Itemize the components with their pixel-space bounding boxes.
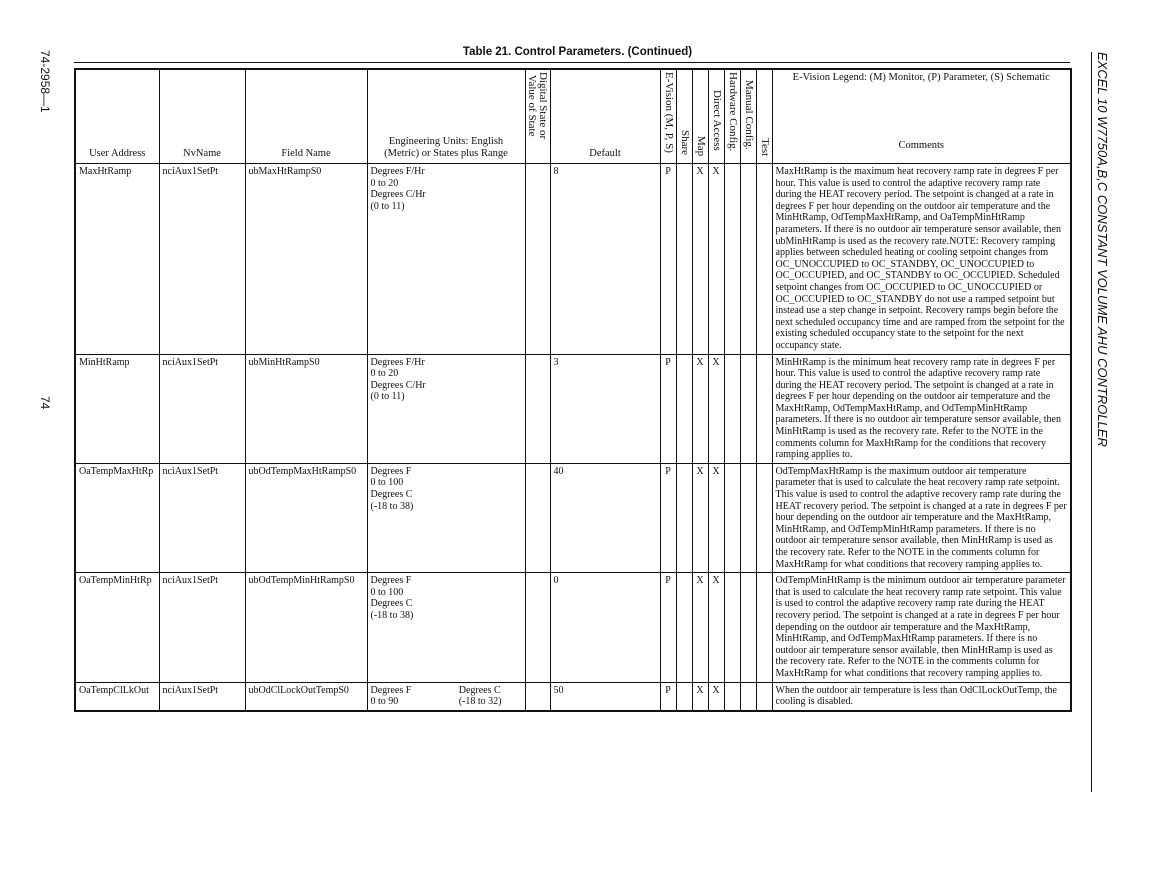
- table-row: [75, 573, 1071, 682]
- header-engineering-units: [367, 69, 525, 164]
- cell-test: [756, 463, 772, 572]
- cell-field-name: ubOdClLockOutTempS0: [245, 682, 367, 711]
- header-manual-config-text: Manual Config.: [742, 80, 755, 150]
- cell-evision: P: [660, 682, 676, 711]
- header-default: Default: [550, 69, 660, 164]
- header-digital-state-line2: Value of State: [525, 74, 538, 137]
- page-number: 74: [38, 396, 52, 410]
- header-evision: [660, 69, 676, 164]
- side-rule: [1091, 52, 1092, 792]
- cell-manual-config: [740, 164, 756, 355]
- cell-field-name: ubOdTempMaxHtRampS0: [245, 463, 367, 572]
- cell-manual-config: [740, 573, 756, 682]
- cell-units: [367, 354, 525, 463]
- cell-manual-config: [740, 682, 756, 711]
- cell-digital-state: [525, 573, 550, 682]
- cell-nvname: nciAux1SetPt: [159, 164, 245, 355]
- cell-units: [367, 573, 525, 682]
- header-share: [676, 69, 692, 164]
- cell-direct-access: X: [708, 164, 724, 355]
- cell-nvname: nciAux1SetPt: [159, 573, 245, 682]
- header-row: [75, 69, 1071, 164]
- units-line: Degrees C: [370, 598, 413, 610]
- cell-user-address: MinHtRamp: [75, 354, 159, 463]
- table-title: Table 21. Control Parameters. (Continued): [462, 46, 693, 58]
- cell-map: X: [692, 354, 708, 463]
- header-nvname: NvName: [159, 69, 245, 164]
- units-line: (0 to 11): [370, 200, 405, 212]
- cell-comments: When the outdoor air temperature is less than OdClLockOutTemp, the cooling is disabled.: [772, 682, 1071, 711]
- units-line: (-18 to 32): [458, 696, 502, 708]
- units-line: 0 to 90: [370, 696, 399, 708]
- cell-share: [676, 354, 692, 463]
- cell-default: 3: [550, 354, 660, 463]
- cell-map: X: [692, 573, 708, 682]
- cell-units: [367, 463, 525, 572]
- cell-map: X: [692, 164, 708, 355]
- cell-field-name: ubMinHtRampS0: [245, 354, 367, 463]
- units-line: 0 to 100: [370, 477, 404, 489]
- cell-share: [676, 573, 692, 682]
- cell-comments: OdTempMinHtRamp is the minimum outdoor air temperature parameter that is used to calculate the heat recovery ramp rate setpoint. This value is used to control the adaptive recovery ramp rate during the HEAT recovery period. The setpoint is changed at a rate in degrees F per hour depending on the outdoor air temperature and the MaxHtRamp, MinHtRamp, and OdTempMaxHtRamp parameters. If there is no outdoor air temperature sensor available, then MinHtRamp is used as the recovery rate. Refer to the NOTE in the comments column for MaxHtRamp for what conditions that recovery ramping applies to.: [772, 573, 1071, 682]
- cell-hardware-config: [724, 682, 740, 711]
- units-line: 0 to 20: [370, 368, 399, 380]
- cell-user-address: MaxHtRamp: [75, 164, 159, 355]
- header-user-address: User Address: [75, 69, 159, 164]
- units-line: (0 to 11): [370, 391, 405, 403]
- cell-evision: P: [660, 354, 676, 463]
- units-line: Degrees C/Hr: [370, 189, 426, 201]
- cell-digital-state: [525, 682, 550, 711]
- cell-evision: P: [660, 164, 676, 355]
- cell-default: 40: [550, 463, 660, 572]
- table-row: [75, 682, 1071, 711]
- cell-comments: MinHtRamp is the minimum heat recovery ramp rate in degrees F per hour. This value is used to control the adaptive recovery ramp rate during the HEAT recovery period. The setpoint is changed at a rate in degrees F per hour depending on the outdoor air temperature and the MaxHtRamp, OdTempMaxHtRamp, and OdTempMinHtRamp parameters. If there is no outdoor air temperature sensor available, then MinHtRamp is used as the recovery rate. Refer to the NOTE in the comments column for MaxHtRamp for the conditions that recovery ramping applies to.: [772, 354, 1071, 463]
- table-row: [75, 354, 1071, 463]
- cell-default: 8: [550, 164, 660, 355]
- cell-test: [756, 164, 772, 355]
- cell-user-address: OaTempClLkOut: [75, 682, 159, 711]
- document-number: 74-2958—1: [38, 50, 52, 113]
- cell-hardware-config: [724, 164, 740, 355]
- cell-test: [756, 354, 772, 463]
- cell-nvname: nciAux1SetPt: [159, 463, 245, 572]
- header-manual-config: [740, 69, 756, 164]
- units-line: (-18 to 38): [370, 609, 414, 621]
- units-line: (-18 to 38): [370, 500, 414, 512]
- cell-evision: P: [660, 573, 676, 682]
- header-direct-access: [708, 69, 724, 164]
- cell-default: 0: [550, 573, 660, 682]
- cell-units: [367, 682, 525, 711]
- header-hardware-config: [724, 69, 740, 164]
- evision-legend: E-Vision Legend: (M) Monitor, (P) Parameter, (S) Schematic: [792, 72, 1050, 83]
- cell-units: [367, 164, 525, 355]
- units-line: Degrees C: [458, 684, 501, 696]
- cell-manual-config: [740, 354, 756, 463]
- header-map-text: Map: [694, 136, 707, 157]
- units-line: Degrees F: [370, 465, 412, 477]
- units-line: Degrees F/Hr: [370, 166, 425, 177]
- cell-direct-access: X: [708, 463, 724, 572]
- running-title: EXCEL 10 W7750A,B,C CONSTANT VOLUME AHU CONTROLLER: [1095, 52, 1110, 447]
- cell-map: X: [692, 463, 708, 572]
- units-line: Degrees C/Hr: [370, 379, 426, 391]
- header-digital-state-line1: Digital State or: [536, 72, 549, 140]
- header-digital-state: [525, 69, 550, 164]
- header-share-text: Share: [678, 130, 691, 156]
- cell-test: [756, 573, 772, 682]
- cell-user-address: OaTempMinHtRp: [75, 573, 159, 682]
- cell-digital-state: [525, 463, 550, 572]
- table-row: [75, 463, 1071, 572]
- units-line: 0 to 20: [370, 177, 399, 189]
- header-test: [756, 69, 772, 164]
- cell-field-name: ubMaxHtRampS0: [245, 164, 367, 355]
- cell-nvname: nciAux1SetPt: [159, 682, 245, 711]
- header-eng-units-line1: Engineering Units: English: [388, 136, 504, 147]
- title-rule: [74, 62, 1070, 63]
- cell-share: [676, 164, 692, 355]
- cell-direct-access: X: [708, 682, 724, 711]
- header-eng-units-line2: (Metric) or States plus Range: [384, 148, 508, 159]
- cell-comments: OdTempMaxHtRamp is the maximum outdoor air temperature parameter that is used to calculate the heat recovery ramp rate setpoint. This value is used to control the adaptive recovery ramp rate during the HEAT recovery period. The setpoint is changed at a rate in degrees F per hour depending on the outdoor air temperature and the MaxHtRamp, MinHtRamp, and OdTempMinHtRamp parameters. If there is no outdoor air temperature sensor available, then MinHtRamp is used as the recovery rate. Refer to the NOTE in the comments column for MaxHtRamp for what conditions that recovery ramping applies to.: [772, 463, 1071, 572]
- header-map: [692, 69, 708, 164]
- header-evision-text: E-Vision (M, P, S): [662, 72, 675, 153]
- cell-share: [676, 682, 692, 711]
- cell-nvname: nciAux1SetPt: [159, 354, 245, 463]
- cell-direct-access: X: [708, 354, 724, 463]
- cell-user-address: OaTempMaxHtRp: [75, 463, 159, 572]
- header-comments-label: Comments: [898, 140, 944, 151]
- cell-hardware-config: [724, 573, 740, 682]
- units-line: Degrees F/Hr: [370, 356, 425, 368]
- units-line: Degrees F: [370, 575, 412, 587]
- cell-digital-state: [525, 164, 550, 355]
- header-comments: [772, 69, 1071, 164]
- cell-hardware-config: [724, 354, 740, 463]
- table-row: [75, 164, 1071, 355]
- header-field-name: Field Name: [245, 69, 367, 164]
- header-hardware-config-text: Hardware Config.: [726, 72, 739, 152]
- cell-hardware-config: [724, 463, 740, 572]
- cell-map: X: [692, 682, 708, 711]
- header-test-text: Test: [758, 138, 771, 157]
- cell-comments: MaxHtRamp is the maximum heat recovery ramp rate in degrees F per hour. This value is used to control the adaptive recovery ramp rate during the HEAT recovery period. The setpoint is changed at a rate in degrees F per hour depending on the outdoor air temperature and the MinHtRamp, OdTempMaxHtRamp, and OaTempMinHtRamp parameters. If there is no outdoor air temperature sensor available, then ubMinHtRamp is used as the recovery rate.NOTE: Recovery ramping applies between scheduled heating or cooling setpoint changes from OC_UNOCCUPIED to OC_STANDBY, OC_UNOCCUPIED to OC_OCCUPIED, and OC_STANDBY to OC_OCCUPIED. Scheduled setpoint changes from OC_OCCUPIED to OC_UNOCCUPIED or OC_OCCUPIED to OC_STANDBY do not use a ramped setpoint but instead use a step change in setpoint. Recovery ramps begin before the next scheduled occupancy time and are ramped from the setpoint for the existing scheduled occupancy state to the setpoint for the next occupancy state.: [772, 164, 1071, 355]
- header-direct-access-text: Direct Access: [710, 90, 723, 151]
- control-parameters-table: [74, 68, 1072, 712]
- cell-test: [756, 682, 772, 711]
- units-line: Degrees F: [370, 684, 412, 696]
- cell-field-name: ubOdTempMinHtRampS0: [245, 573, 367, 682]
- units-line: 0 to 100: [370, 586, 404, 598]
- cell-evision: P: [660, 463, 676, 572]
- cell-direct-access: X: [708, 573, 724, 682]
- cell-share: [676, 463, 692, 572]
- cell-default: 50: [550, 682, 660, 711]
- cell-manual-config: [740, 463, 756, 572]
- cell-digital-state: [525, 354, 550, 463]
- units-line: Degrees C: [370, 489, 413, 501]
